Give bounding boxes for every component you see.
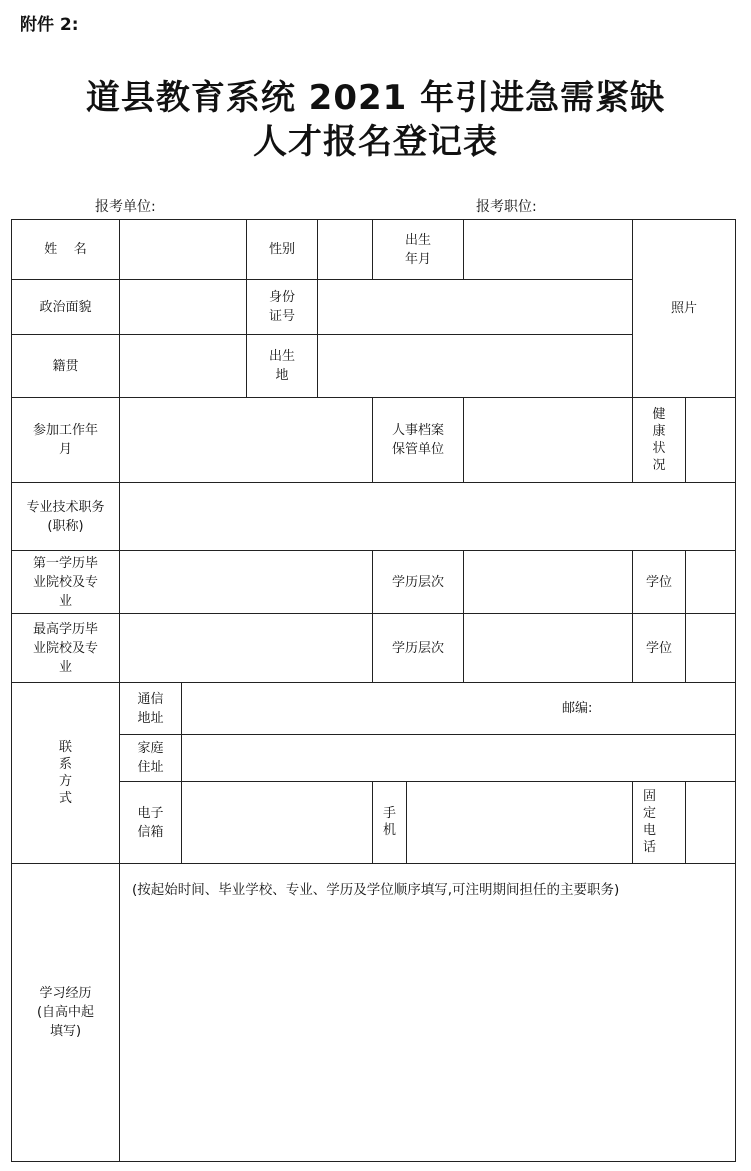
first-edu-level-label: 学历层次	[373, 551, 464, 614]
mobile-field[interactable]	[407, 782, 633, 864]
political-status-label: 政治面貌	[12, 280, 120, 335]
highest-edu-level-label: 学历层次	[373, 614, 464, 683]
birthplace-label: 出生地	[247, 335, 318, 398]
id-number-field[interactable]	[318, 280, 633, 335]
title-rank-field[interactable]	[120, 483, 736, 551]
attachment-label: 附件 2:	[20, 15, 79, 35]
health-label: 健康状况	[633, 398, 686, 483]
gender-label: 性别	[247, 220, 318, 280]
study-history-label: 学习经历(自高中起填写)	[12, 864, 120, 1162]
political-status-field[interactable]	[120, 280, 247, 335]
first-degree-label: 学位	[633, 551, 686, 614]
postcode-label[interactable]: 邮编:	[182, 683, 736, 735]
apply-position-label: 报考职位:	[476, 199, 537, 215]
health-field[interactable]	[686, 398, 736, 483]
study-history-field[interactable]: (按起始时间、毕业学校、专业、学历及学位顺序填写,可注明期间担任的主要职务)	[120, 864, 736, 1162]
work-start-label: 参加工作年月	[12, 398, 120, 483]
highest-edu-field[interactable]	[120, 614, 373, 683]
first-edu-level-field[interactable]	[464, 551, 633, 614]
gender-field[interactable]	[318, 220, 373, 280]
landline-label: 固定电话	[633, 782, 686, 864]
photo-box[interactable]: 照片	[633, 220, 736, 398]
work-start-field[interactable]	[120, 398, 373, 483]
birthplace-field[interactable]	[318, 335, 633, 398]
archive-unit-field[interactable]	[464, 398, 633, 483]
highest-edu-label: 最高学历毕业院校及专业	[12, 614, 120, 683]
title-rank-label: 专业技术职务(职称)	[12, 483, 120, 551]
contact-label: 联系方式	[12, 683, 120, 864]
highest-degree-label: 学位	[633, 614, 686, 683]
mail-address-label: 通信地址	[120, 683, 182, 735]
first-degree-field[interactable]	[686, 551, 736, 614]
name-label: 姓 名	[12, 220, 120, 280]
email-label: 电子信箱	[120, 782, 182, 864]
highest-degree-field[interactable]	[686, 614, 736, 683]
first-edu-field[interactable]	[120, 551, 373, 614]
native-place-field[interactable]	[120, 335, 247, 398]
first-edu-label: 第一学历毕业院校及专业	[12, 551, 120, 614]
archive-unit-label: 人事档案保管单位	[373, 398, 464, 483]
apply-unit-label: 报考单位:	[95, 199, 156, 215]
form-title-line2: 人才报名登记表	[253, 122, 498, 162]
home-address-field[interactable]	[182, 735, 736, 782]
id-number-label: 身份证号	[247, 280, 318, 335]
birth-date-field[interactable]	[464, 220, 633, 280]
birth-date-label: 出生年月	[373, 220, 464, 280]
mobile-label: 手机	[373, 782, 407, 864]
landline-field[interactable]	[686, 782, 736, 864]
email-field[interactable]	[182, 782, 373, 864]
native-place-label: 籍贯	[12, 335, 120, 398]
highest-edu-level-field[interactable]	[464, 614, 633, 683]
form-title-line1: 道县教育系统 2021 年引进急需紧缺	[85, 78, 666, 118]
name-field[interactable]	[120, 220, 247, 280]
home-address-label: 家庭住址	[120, 735, 182, 782]
registration-table	[11, 219, 736, 1162]
